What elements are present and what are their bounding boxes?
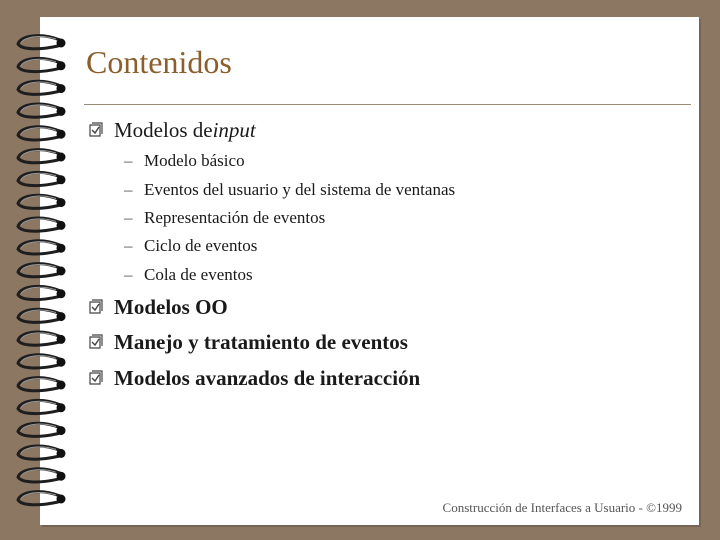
sub-bullet-label: Ciclo de eventos xyxy=(144,236,258,255)
checkbox-bullet-icon xyxy=(88,334,104,350)
sub-bullet-item xyxy=(124,264,253,286)
binding-ring xyxy=(18,469,66,482)
dash-marker: – xyxy=(124,180,133,199)
binding-ring xyxy=(18,446,66,459)
checkbox-bullet-icon xyxy=(88,122,104,138)
slide-title: Contenidos xyxy=(86,44,232,80)
binding-ring xyxy=(18,195,66,208)
binding-ring xyxy=(18,492,66,505)
dash-marker: – xyxy=(124,208,133,227)
bullet-item xyxy=(88,328,408,356)
binding-ring xyxy=(18,264,66,277)
dash-marker: – xyxy=(124,236,133,255)
dash-marker: – xyxy=(124,151,133,170)
binding-ring xyxy=(18,58,66,71)
bullet-label: Manejo y tratamiento de eventos xyxy=(114,329,408,354)
binding-ring xyxy=(18,127,66,140)
spiral-binding-icon xyxy=(0,0,80,540)
bullet-label: Modelos avanzados de interacción xyxy=(114,365,421,390)
sub-bullet-label: Modelo básico xyxy=(144,151,245,170)
binding-ring xyxy=(18,36,66,49)
title-divider xyxy=(84,104,691,105)
binding-ring xyxy=(18,286,66,299)
sub-bullet-label: Cola de eventos xyxy=(144,265,253,284)
checkbox-bullet-icon xyxy=(88,370,104,386)
binding-ring xyxy=(18,378,66,391)
binding-ring xyxy=(18,332,66,345)
slide-footer: Construcción de Interfaces a Usuario - ©1999 xyxy=(442,500,682,515)
binding-ring xyxy=(18,150,66,163)
binding-ring xyxy=(18,172,66,185)
sub-bullet-label: Eventos del usuario y del sistema de ventanas xyxy=(144,180,456,199)
checkbox-bullet-icon xyxy=(88,299,104,315)
sub-bullet-item xyxy=(124,235,257,257)
sub-bullet-item xyxy=(124,207,325,229)
bullet-item xyxy=(88,293,228,321)
sub-bullet-item xyxy=(124,179,455,201)
binding-ring xyxy=(18,218,66,231)
binding-ring xyxy=(18,355,66,368)
sub-bullet-item xyxy=(124,150,245,172)
binding-ring xyxy=(18,423,66,436)
sub-bullet-label: Representación de eventos xyxy=(144,208,326,227)
bullet-item xyxy=(88,116,256,144)
dash-marker: – xyxy=(124,265,133,284)
binding-ring xyxy=(18,400,66,413)
bullet-label: Modelos de xyxy=(114,117,213,142)
binding-ring xyxy=(18,241,66,254)
binding-ring xyxy=(18,81,66,94)
bullet-label-emphasis: input xyxy=(212,117,256,142)
binding-ring xyxy=(18,104,66,117)
bullet-label: Modelos OO xyxy=(114,294,228,319)
bullet-item xyxy=(88,364,420,392)
binding-ring xyxy=(18,309,66,322)
